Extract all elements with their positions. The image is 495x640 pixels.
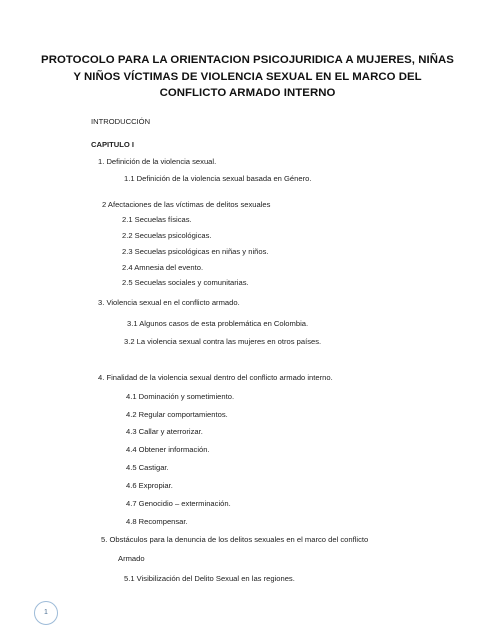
document-title: PROTOCOLO PARA LA ORIENTACION PSICOJURIDICA A MUJERES, NIÑAS Y NIÑOS VÍCTIMAS DE VIOLENCIA SEXUAL EN EL MARCO DEL CONFLICTO ARMADO INTERNO	[41, 54, 454, 100]
toc-item: 4.6 Expropiar.	[126, 481, 173, 490]
toc-item: 2.2 Secuelas psicológicas.	[122, 231, 212, 240]
toc-item: 4.4 Obtener información.	[126, 445, 210, 454]
toc-item: 4. Finalidad de la violencia sexual dentro del conflicto armado interno.	[98, 373, 333, 382]
toc-item: 3.2 La violencia sexual contra las mujeres en otros países.	[124, 337, 322, 346]
toc-item: 5. Obstáculos para la denuncia de los delitos sexuales en el marco del conflicto	[101, 535, 369, 544]
toc-item: 1. Definición de la violencia sexual.	[98, 157, 217, 166]
chapter-heading: CAPITULO I	[91, 140, 135, 149]
toc-item: 2.4 Amnesia del evento.	[122, 263, 204, 272]
page-number: 1	[44, 609, 48, 616]
toc-item: 2.3 Secuelas psicológicas en niñas y niños.	[122, 247, 269, 256]
toc-item: 2.1 Secuelas físicas.	[122, 215, 192, 224]
toc-item: Armado	[118, 554, 145, 563]
toc-item: 4.7 Genocidio – exterminación.	[126, 499, 231, 508]
toc-item: 2.5 Secuelas sociales y comunitarias.	[122, 278, 249, 287]
toc-item: 1.1 Definición de la violencia sexual basada en Género.	[124, 174, 312, 183]
toc-item: 3.1 Algunos casos de esta problemática en Colombia.	[127, 319, 309, 328]
introduction-heading: INTRODUCCIÓN	[91, 117, 151, 126]
toc-item: 4.2 Regular comportamientos.	[126, 410, 228, 419]
toc-item: 4.3 Callar y aterrorizar.	[126, 427, 203, 436]
toc-item: 5.1 Visibilización del Delito Sexual en las regiones.	[124, 574, 295, 583]
toc-item: 2 Afectaciones de las víctimas de delitos sexuales	[102, 200, 271, 209]
toc-item: 3. Violencia sexual en el conflicto armado.	[98, 298, 240, 307]
toc-item: 4.5 Castigar.	[126, 463, 169, 472]
toc-item: 4.8 Recompensar.	[126, 517, 188, 526]
toc-item: 4.1 Dominación y sometimiento.	[126, 392, 235, 401]
